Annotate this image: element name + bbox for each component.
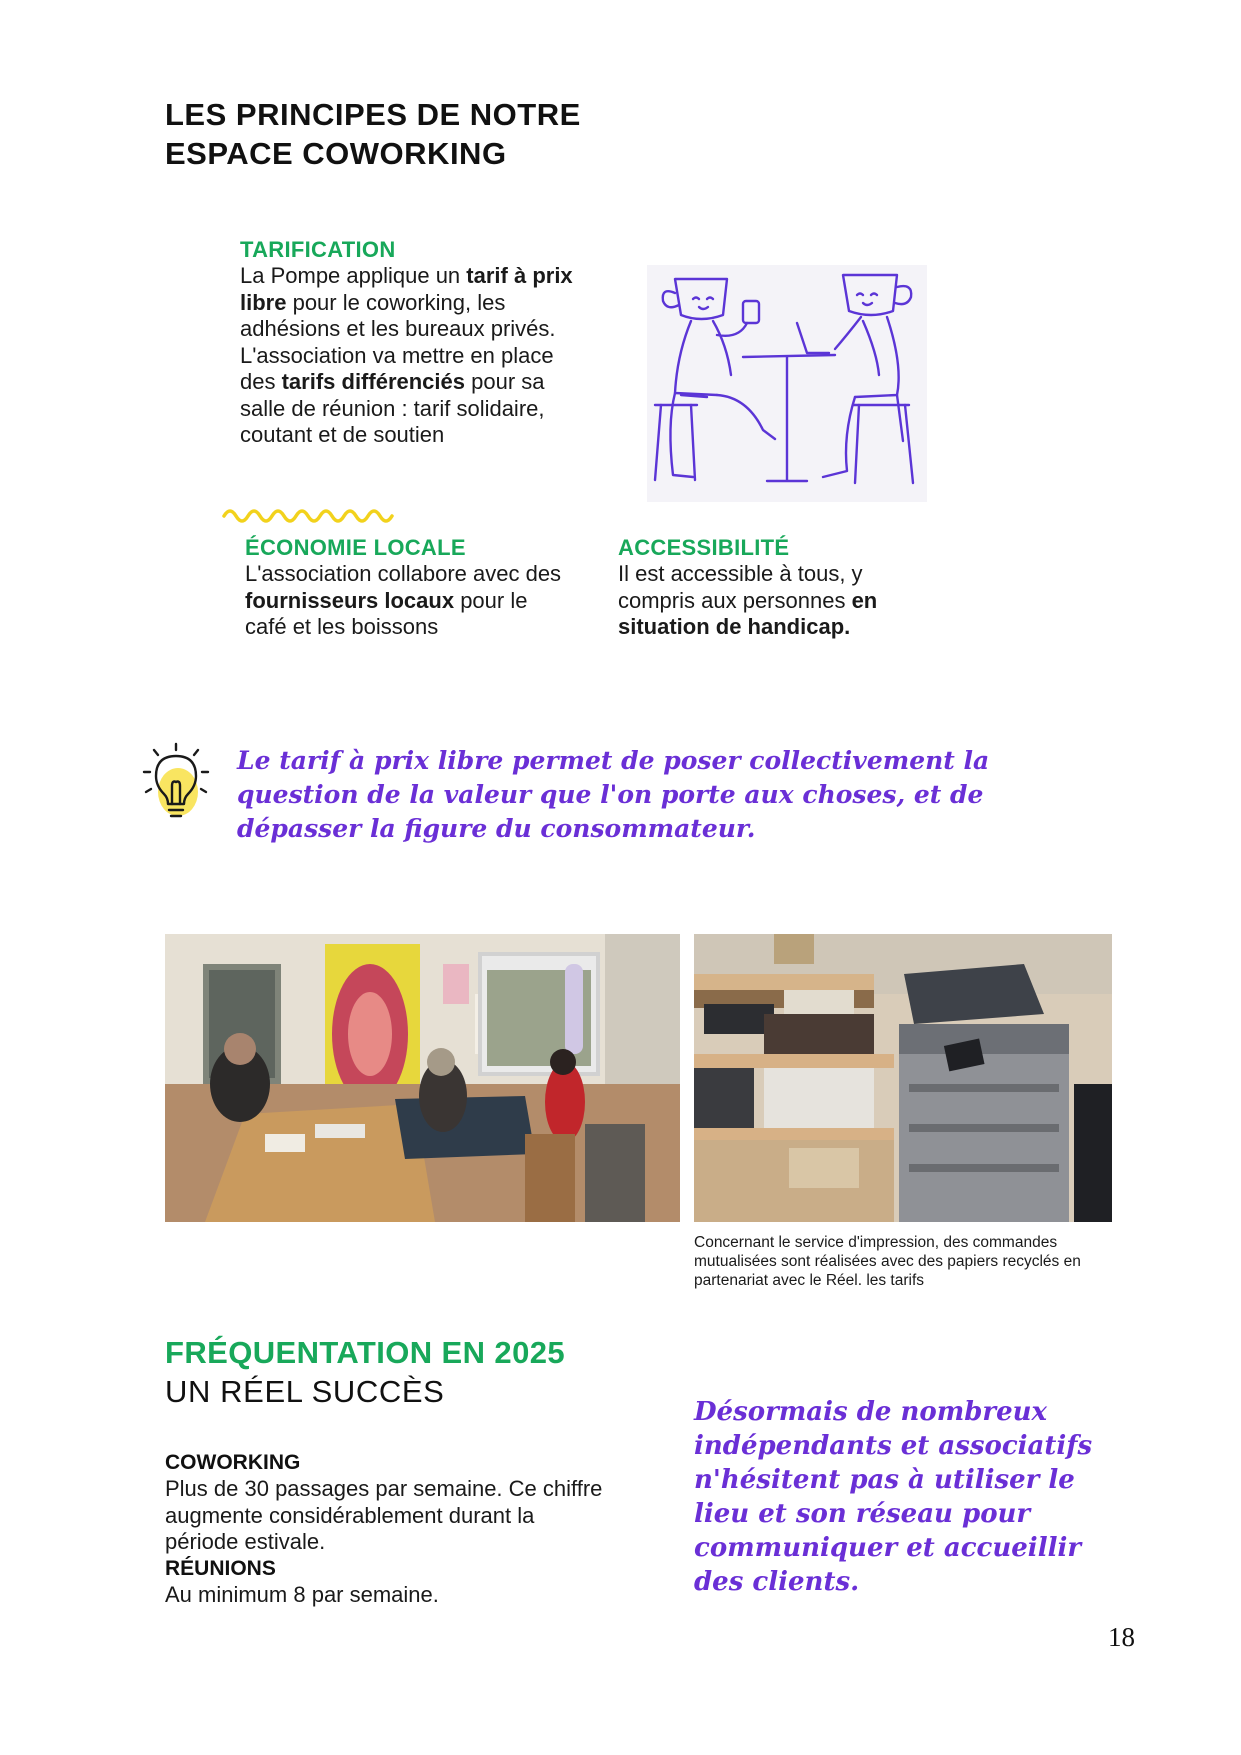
page-number: 18 bbox=[1108, 1622, 1135, 1652]
economie-text: L'association collabore avec des fournisseurs locaux pour le café et les boissons bbox=[245, 561, 562, 639]
accessibilite-section bbox=[618, 534, 938, 641]
tarification-section bbox=[240, 236, 585, 449]
reunions-text: Au minimum 8 par semaine. bbox=[165, 1581, 439, 1607]
coworking-label: COWORKING bbox=[165, 1451, 301, 1474]
page-title bbox=[165, 95, 581, 173]
accessibilite-text: Il est accessible à tous, y compris aux personnes en situation de handicap. bbox=[618, 561, 878, 639]
reunions-label: RÉUNIONS bbox=[165, 1556, 276, 1580]
coffee-cup-people-illustration bbox=[647, 265, 927, 502]
economie-heading: ÉCONOMIE LOCALE bbox=[245, 535, 466, 560]
frequentation-subheading: UN RÉEL SUCCÈS bbox=[165, 1374, 445, 1409]
page-title-line1: LES PRINCIPES DE NOTRE bbox=[165, 97, 581, 132]
lightbulb-icon bbox=[142, 742, 210, 826]
coworking-room-photo bbox=[165, 934, 680, 1222]
economie-section bbox=[245, 534, 565, 641]
squiggle-decoration bbox=[222, 502, 397, 526]
tarification-text-1: La Pompe applique un tarif à prix libre pour le coworking, les adhésions et les bureaux privés. bbox=[240, 263, 573, 341]
printer-caption: Concernant le service d'impression, des commandes mutualisées sont réalisées avec des papiers recyclés en partenariat avec le Réel. les tarifs bbox=[694, 1234, 1081, 1289]
frequentation-heading: FRÉQUENTATION EN 2025 bbox=[165, 1335, 565, 1370]
coworking-text: Plus de 30 passages par semaine. Ce chiffre augmente considérablement durant la période estivale. bbox=[165, 1476, 603, 1554]
tarification-text-2: L'association va mettre en place des tarifs différenciés pour sa salle de réunion : tarif solidaire, coutant et de soutien bbox=[240, 342, 554, 447]
printer-area-photo bbox=[694, 934, 1112, 1222]
accessibilite-heading: ACCESSIBILITÉ bbox=[618, 535, 790, 560]
quote-desormais: Désormais de nombreux indépendants et associatifs n'hésitent pas à utiliser le lieu et son réseau pour communiquer et accueillir des clients. bbox=[694, 1397, 1093, 1597]
frequentation-details bbox=[165, 1450, 605, 1608]
tarification-heading: TARIFICATION bbox=[240, 237, 396, 262]
page-title-line2: ESPACE COWORKING bbox=[165, 136, 507, 171]
quote-prix-libre: Le tarif à prix libre permet de poser collectivement la question de la valeur que l'on porte aux choses, et de dépasser la figure du consommateur. bbox=[237, 746, 990, 843]
